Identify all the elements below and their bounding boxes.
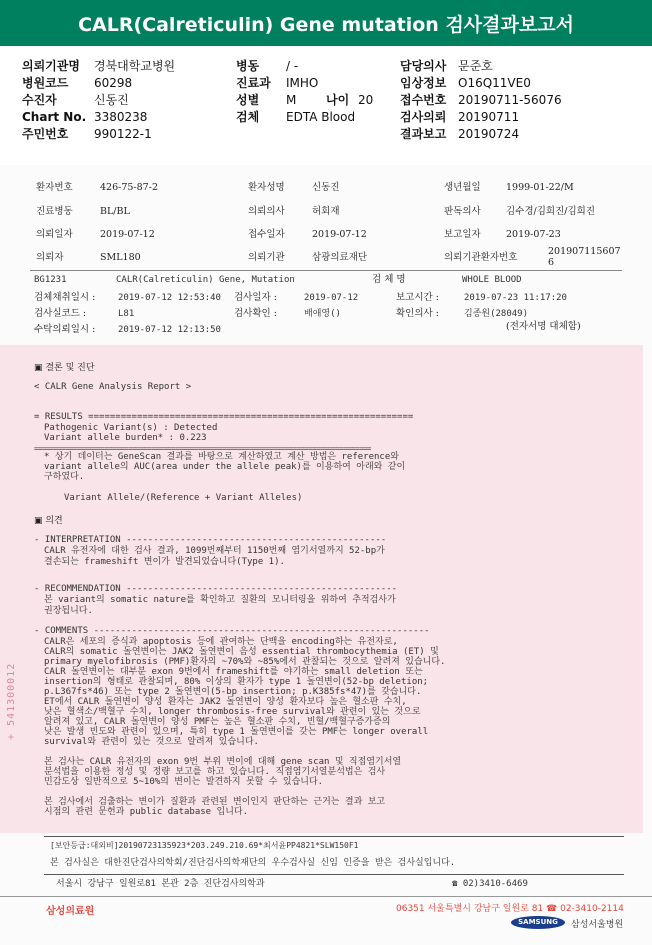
footnote-line: * 상기 데이터는 GeneScan 결과를 바탕으로 계산하였고 계산 방법은 reference와 (44, 452, 399, 462)
comment-line: CALR의 somatic 돌연변이는 JAK2 돌연변이 음성 essential thrombocythemia (ET) 및 (44, 647, 439, 657)
label-physician: 담당의사 (400, 59, 447, 73)
comment-line: CALR 돌연변이는 대부분 exon 9번에서 frameshift를 야기하는 small deletion 또는 (44, 667, 423, 677)
value-patient: 신동진 (94, 93, 129, 107)
value-department: IMHO (286, 76, 319, 90)
comment-line: primary myelofibrosis (PMF)환자의 ~70%와 ~85%에서 관찰되는 것으로 알려져 있습니다. (44, 657, 446, 667)
comment-line: 본 검사에서 검출하는 변이가 질환과 관련된 변이인지 판단하는 근거는 결과 보고 (44, 797, 386, 807)
security-line: [보안등급:대외비]20190723135923*203.249.210.69*최서윤PP4821*SLW150F1 (50, 841, 359, 850)
comment-line: CALR은 세포의 증식과 apoptosis 등에 관여하는 단백을 encoding하는 유전자로, (44, 637, 398, 647)
dt-value: L81 (118, 309, 135, 319)
analysis-report-title: < CALR Gene Analysis Report > (34, 382, 192, 392)
comment-line: ET에서 CALR 돌연변이 양성 환자는 JAK2 돌연변이 양성 환자보다 높은 혈소판 수치, (44, 697, 407, 707)
value-clinical-info: O16Q11VE0 (458, 76, 531, 90)
comment-line: 낮은 혈색소/백혈구 수치, longer thrombosis-free survival와 관련이 있는 것으로 (44, 707, 421, 717)
dt-value: 2019-07-12 (304, 293, 359, 303)
result-line: Pathogenic Variant(s) : Detected (44, 423, 218, 433)
pi-value: 2019-07-23 (506, 229, 561, 240)
pi-label: 판독의사 (444, 206, 481, 217)
side-code: + 541300012 (6, 662, 17, 740)
report-title-bar (0, 0, 652, 46)
label-age: 나이 (326, 93, 350, 107)
divider (44, 874, 624, 875)
comment-line: 분석법을 이용한 정성 및 정량 보고를 하고 있습니다. 직접염기서열분석법은 검사 (44, 767, 386, 777)
label-report-date: 결과보고 (400, 127, 447, 141)
pi-label: 진료병동 (36, 206, 73, 217)
label-receipt-no: 접수번호 (400, 93, 447, 107)
pi-label: 생년월일 (444, 182, 481, 193)
header-col2 (236, 58, 373, 126)
value-chart-no: 3380238 (94, 110, 148, 124)
specimen-value: WHOLE BLOOD (462, 275, 522, 285)
pi-value: 김수경/김희진/김희진 (506, 206, 595, 217)
dt-value: 2019-07-12 12:13:50 (118, 325, 221, 335)
recommendation-header: - RECOMMENDATION -------------------------------------------------- (34, 584, 398, 594)
pi-label: 의뢰일자 (36, 229, 73, 240)
comment-line: 시점의 관련 문헌과 public database 입니다. (44, 807, 249, 817)
formula: Variant Allele/(Reference + Variant Alleles) (64, 493, 303, 503)
e-signature-note: (전자서명 대체함) (506, 321, 581, 332)
pi-label: 의뢰기관 (248, 252, 285, 263)
report-title: CALR(Calreticulin) Gene mutation 검사결과보고서 (78, 14, 574, 36)
interpretation-line: 결손되는 frameshift 변이가 발견되었습니다(Type 1). (44, 557, 285, 567)
label-chart-no: Chart No. (22, 110, 87, 124)
recommendation-line: 권장됩니다. (44, 606, 93, 616)
header-col1 (22, 58, 175, 143)
pi-value: 201907115607 6 (548, 246, 621, 268)
value-receipt-no: 20190711-56076 (458, 93, 562, 107)
value-physician: 문준호 (458, 59, 493, 73)
label-hospital-code: 병원코드 (22, 76, 69, 90)
pi-label: 환자성명 (248, 182, 285, 193)
pi-value: 1999-01-22/M (506, 182, 574, 193)
label-requesting-org: 의뢰기관명 (22, 59, 80, 73)
value-ward: / - (286, 59, 299, 73)
value-age: 20 (358, 93, 374, 107)
pi-value: 426-75-87-2 (100, 182, 158, 193)
samsung-logo: SAMSUNG (511, 916, 565, 929)
label-specimen: 검체 (236, 110, 260, 124)
pi-value: 2019-07-12 (100, 229, 155, 240)
footer-divider (0, 896, 652, 897)
interpretation-header: - INTERPRETATION ------------------------------------------------ (34, 535, 387, 545)
double-rule: ====================================================================================== (34, 444, 371, 453)
result-line: Variant allele burden* : 0.223 (44, 433, 207, 443)
dt-label: 확인의사 : (396, 308, 439, 319)
pi-value: 신동진 (312, 182, 340, 193)
lab-address: 서울시 강남구 일원로81 본관 2층 진단검사의학과 (56, 879, 265, 889)
dt-value: 2019-07-12 12:53:40 (118, 293, 221, 303)
specimen-label: 검 체 명 (372, 274, 406, 285)
label-patient: 수진자 (22, 93, 57, 107)
footnote-line: 구하였다. (44, 472, 85, 482)
pi-label: 환자번호 (36, 182, 73, 193)
comment-line: 낮은 발생 빈도와 관련이 있으며, 특히 type 1 돌연변이를 갖는 PMF는 longer overall (44, 727, 429, 737)
value-request-date: 20190711 (458, 110, 520, 124)
dt-value: 배애영() (304, 309, 341, 319)
interpretation-line: CALR 유전자에 대한 검사 결과, 1099번째부터 1150번째 염기서열까지 52-bp가 (44, 546, 385, 556)
dt-value: 김종원(28049) (464, 309, 529, 319)
dt-label: 검사실코드 : (34, 308, 87, 319)
pi-label: 의뢰자 (36, 252, 64, 263)
lab-phone: ☎ 02)3410-6469 (452, 879, 528, 889)
dt-value: 2019-07-23 11:17:20 (464, 293, 567, 303)
hospital-name: 삼성서울병원 (571, 920, 624, 930)
label-clinical-info: 임상정보 (400, 76, 447, 90)
dt-label: 검사확인 : (234, 308, 277, 319)
section-conclusion: ▣ 결론 및 진단 (34, 363, 95, 373)
dt-label: 보고시간 : (396, 292, 439, 303)
pi-label: 접수일자 (248, 229, 285, 240)
certification-note: 본 검사실은 대한진단검사의학회/진단검사의학재단의 우수검사실 신임 인증을 받은 검사실입니다. (50, 858, 456, 868)
divider (44, 836, 624, 837)
pi-label: 의뢰기관환자번호 (444, 252, 518, 263)
comment-line: 알려져 있고, CALR 돌연변이 양성 PMF는 높은 혈소판 수치, 빈혈/백혈구증가증의 (44, 717, 391, 727)
value-requesting-org: 경북대학교병원 (94, 59, 176, 73)
value-specimen: EDTA Blood (286, 110, 356, 124)
comment-line: survival와 관련이 있는 것으로 알려져 있습니다. (44, 737, 259, 747)
value-report-date: 20190724 (458, 127, 520, 141)
dt-label: 검사일자 : (234, 292, 277, 303)
recommendation-line: 본 variant의 somatic nature를 확인하고 질환의 모니터링을 위하여 추적검사가 (44, 595, 396, 605)
test-code: BG1231 (34, 275, 67, 285)
pi-value: 2019-07-12 (312, 229, 367, 240)
section-opinion: ▣ 의견 (34, 516, 63, 526)
comment-line: insertion의 형태로 관찰되며, 80% 이상의 환자가 type 1 돌연변이(52-bp deletion; (44, 677, 429, 687)
label-ward: 병동 (236, 59, 260, 73)
comments-header: - COMMENTS -------------------------------------------------------------- (34, 626, 430, 636)
pi-label: 보고일자 (444, 229, 481, 240)
header-col3 (400, 58, 562, 143)
divider (30, 270, 622, 271)
pi-value: SML180 (100, 252, 141, 263)
dt-label: 수탁의뢰일시 : (34, 324, 96, 335)
pi-value: 허회재 (312, 206, 340, 217)
label-request-date: 검사의뢰 (400, 110, 447, 124)
dt-label: 검체채취일시 : (34, 292, 96, 303)
label-sex: 성별 (236, 93, 260, 107)
value-sex: M (286, 93, 297, 107)
label-department: 진료과 (236, 76, 271, 90)
pi-label: 의뢰의사 (248, 206, 285, 217)
brand-name: 삼성의료원 (46, 906, 95, 917)
results-header: = RESULTS ============================================================ (34, 412, 414, 422)
pi-value: 삼광의료재단 (312, 252, 368, 263)
label-resident-no: 주민번호 (22, 127, 69, 141)
value-hospital-code: 60298 (94, 76, 133, 90)
test-name: CALR(Calreticulin) Gene, Mutation (116, 275, 295, 285)
hospital-address: 06351 서울특별시 강남구 일원로 81 ☎ 02-3410-2114 (396, 904, 624, 914)
footnote-line: variant allele의 AUC(area under the allele peak)를 이용하여 아래와 같이 (44, 462, 406, 472)
comment-line: 민감도상 일반적으로 5~10%의 변이는 발견하지 못할 수 있습니다. (44, 777, 324, 787)
comment-line: 본 검사는 CALR 유전자의 exon 9번 부위 변이에 대해 gene scan 및 직접염기서열 (44, 757, 402, 767)
comment-line: p.L367fs*46) 또는 type 2 돌연변이(5-bp insertion; p.K385fs*47)를 갖습니다. (44, 687, 422, 697)
pi-value: BL/BL (100, 206, 130, 217)
value-resident-no: 990122-1 (94, 127, 152, 141)
